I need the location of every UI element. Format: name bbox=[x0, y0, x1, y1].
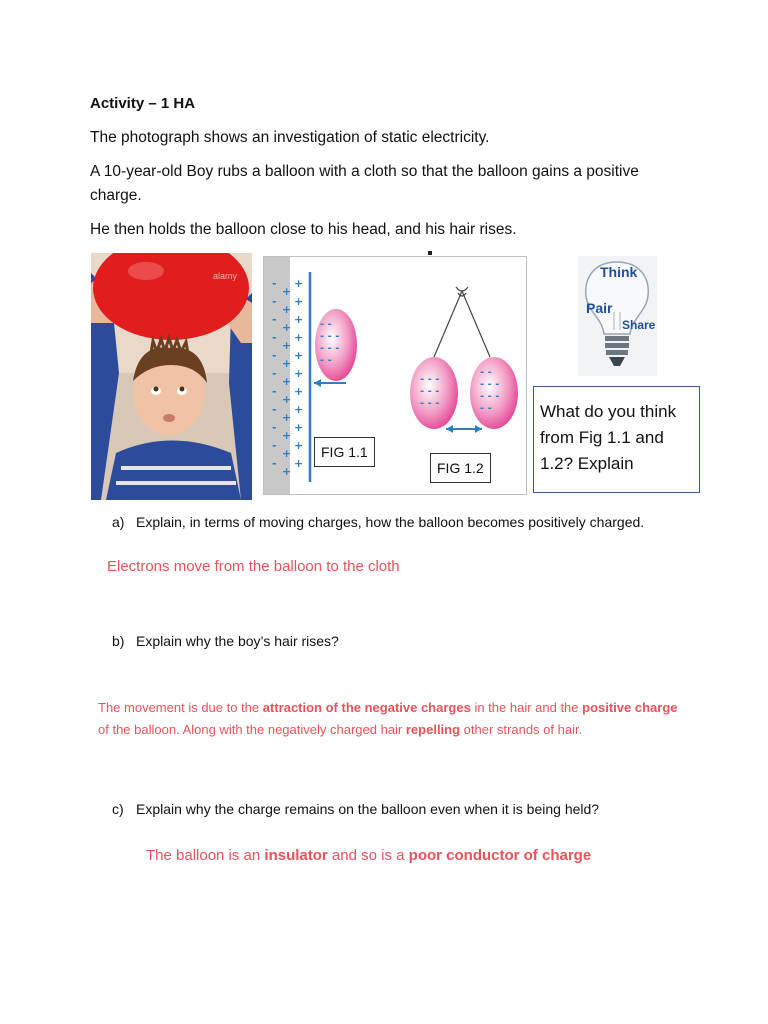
svg-text:+: + bbox=[294, 349, 304, 362]
answer-segment: The balloon is an bbox=[146, 847, 265, 864]
svg-text:-: - bbox=[272, 313, 277, 326]
svg-text:-: - bbox=[272, 457, 277, 470]
svg-text:+: + bbox=[282, 375, 292, 388]
svg-text:-: - bbox=[272, 331, 277, 344]
svg-text:+: + bbox=[282, 447, 292, 460]
intro-line-2: A 10-year-old Boy rubs a balloon with a cloth so that the balloon gains a positive charge. bbox=[90, 163, 639, 204]
think-text: Think bbox=[600, 264, 638, 280]
svg-text:+: + bbox=[282, 339, 292, 352]
svg-text:-: - bbox=[272, 439, 277, 452]
question-c-text: Explain why the charge remains on the balloon even when it is being held? bbox=[136, 801, 600, 817]
question-c-marker: c) bbox=[112, 801, 124, 817]
svg-text:+: + bbox=[282, 303, 292, 316]
svg-text:-: - bbox=[272, 367, 277, 380]
svg-text:- - -: - - - bbox=[420, 374, 440, 385]
fig-1-1-label: FIG 1.1 bbox=[314, 437, 375, 467]
question-b-text: Explain why the boy’s hair rises? bbox=[136, 633, 339, 649]
question-a-text: Explain, in terms of moving charges, how the balloon becomes positively charged. bbox=[136, 514, 645, 530]
fig-1-2-label: FIG 1.2 bbox=[430, 453, 491, 483]
svg-text:+: + bbox=[282, 321, 292, 334]
svg-text:-: - bbox=[272, 277, 277, 290]
boy-balloon-photo bbox=[91, 253, 252, 500]
svg-text:- - -: - - - bbox=[320, 331, 340, 342]
svg-text:- -: - - bbox=[320, 355, 332, 366]
svg-text:+: + bbox=[294, 385, 304, 398]
svg-text:- - -: - - - bbox=[480, 391, 500, 402]
answer-segment: of the balloon. Along with the negatively charged hair bbox=[98, 722, 406, 737]
boy-balloon-illustration bbox=[91, 253, 252, 500]
svg-text:+: + bbox=[282, 393, 292, 406]
question-b-marker: b) bbox=[112, 633, 125, 649]
svg-text:+: + bbox=[282, 465, 292, 478]
svg-text:- - -: - - - bbox=[320, 343, 340, 354]
answer-segment: other strands of hair. bbox=[460, 722, 583, 737]
charge-diagram bbox=[263, 256, 527, 495]
svg-text:- -: - - bbox=[480, 403, 492, 414]
svg-text:-: - bbox=[272, 349, 277, 362]
svg-text:+: + bbox=[282, 285, 292, 298]
svg-text:+: + bbox=[282, 357, 292, 370]
answer-segment: The movement is due to the bbox=[98, 700, 263, 715]
svg-text:-: - bbox=[272, 403, 277, 416]
intro-line-1: The photograph shows an investigation of static electricity. bbox=[90, 129, 490, 146]
svg-text:- - -: - - - bbox=[480, 379, 500, 390]
svg-text:- -: - - bbox=[320, 319, 332, 330]
answer-segment: positive charge bbox=[582, 700, 678, 715]
answer-segment: insulator bbox=[264, 847, 328, 864]
answer-a bbox=[107, 558, 400, 575]
svg-text:+: + bbox=[294, 421, 304, 434]
think-prompt-box: What do you think from Fig 1.1 and 1.2? Explain bbox=[533, 386, 700, 493]
answer-c bbox=[146, 847, 591, 864]
answer-segment: poor conductor of charge bbox=[408, 847, 592, 864]
svg-text:+: + bbox=[294, 277, 304, 290]
watermark-text: alamy bbox=[213, 271, 238, 281]
question-a-marker: a) bbox=[112, 514, 125, 530]
activity-heading: Activity – 1 HA bbox=[90, 95, 196, 112]
svg-text:+: + bbox=[294, 295, 304, 308]
svg-text:+: + bbox=[294, 313, 304, 326]
answer-segment: attraction of the negative charges bbox=[262, 700, 471, 715]
answer-segment: Electrons move from the balloon to the cloth bbox=[107, 558, 400, 575]
answer-segment: repelling bbox=[405, 722, 461, 737]
svg-text:- - -: - - - bbox=[420, 398, 440, 409]
pair-text: Pair bbox=[586, 300, 613, 316]
answer-b bbox=[98, 697, 688, 741]
answer-segment: and so is a bbox=[327, 847, 409, 864]
svg-text:- -: - - bbox=[480, 367, 492, 378]
svg-text:+: + bbox=[282, 429, 292, 442]
svg-text:- - -: - - - bbox=[420, 386, 440, 397]
svg-text:+: + bbox=[294, 403, 304, 416]
share-text: Share bbox=[622, 318, 656, 332]
intro-line-3: He then holds the balloon close to his head, and his hair rises. bbox=[90, 221, 517, 238]
think-pair-share-image bbox=[578, 256, 657, 376]
svg-text:-: - bbox=[272, 295, 277, 308]
svg-text:+: + bbox=[294, 367, 304, 380]
stray-mark bbox=[428, 251, 432, 255]
svg-text:+: + bbox=[294, 331, 304, 344]
svg-text:-: - bbox=[272, 421, 277, 434]
svg-text:+: + bbox=[294, 439, 304, 452]
svg-text:+: + bbox=[282, 411, 292, 424]
svg-text:+: + bbox=[294, 457, 304, 470]
svg-text:-: - bbox=[272, 385, 277, 398]
answer-segment: in the hair and the bbox=[470, 700, 583, 715]
